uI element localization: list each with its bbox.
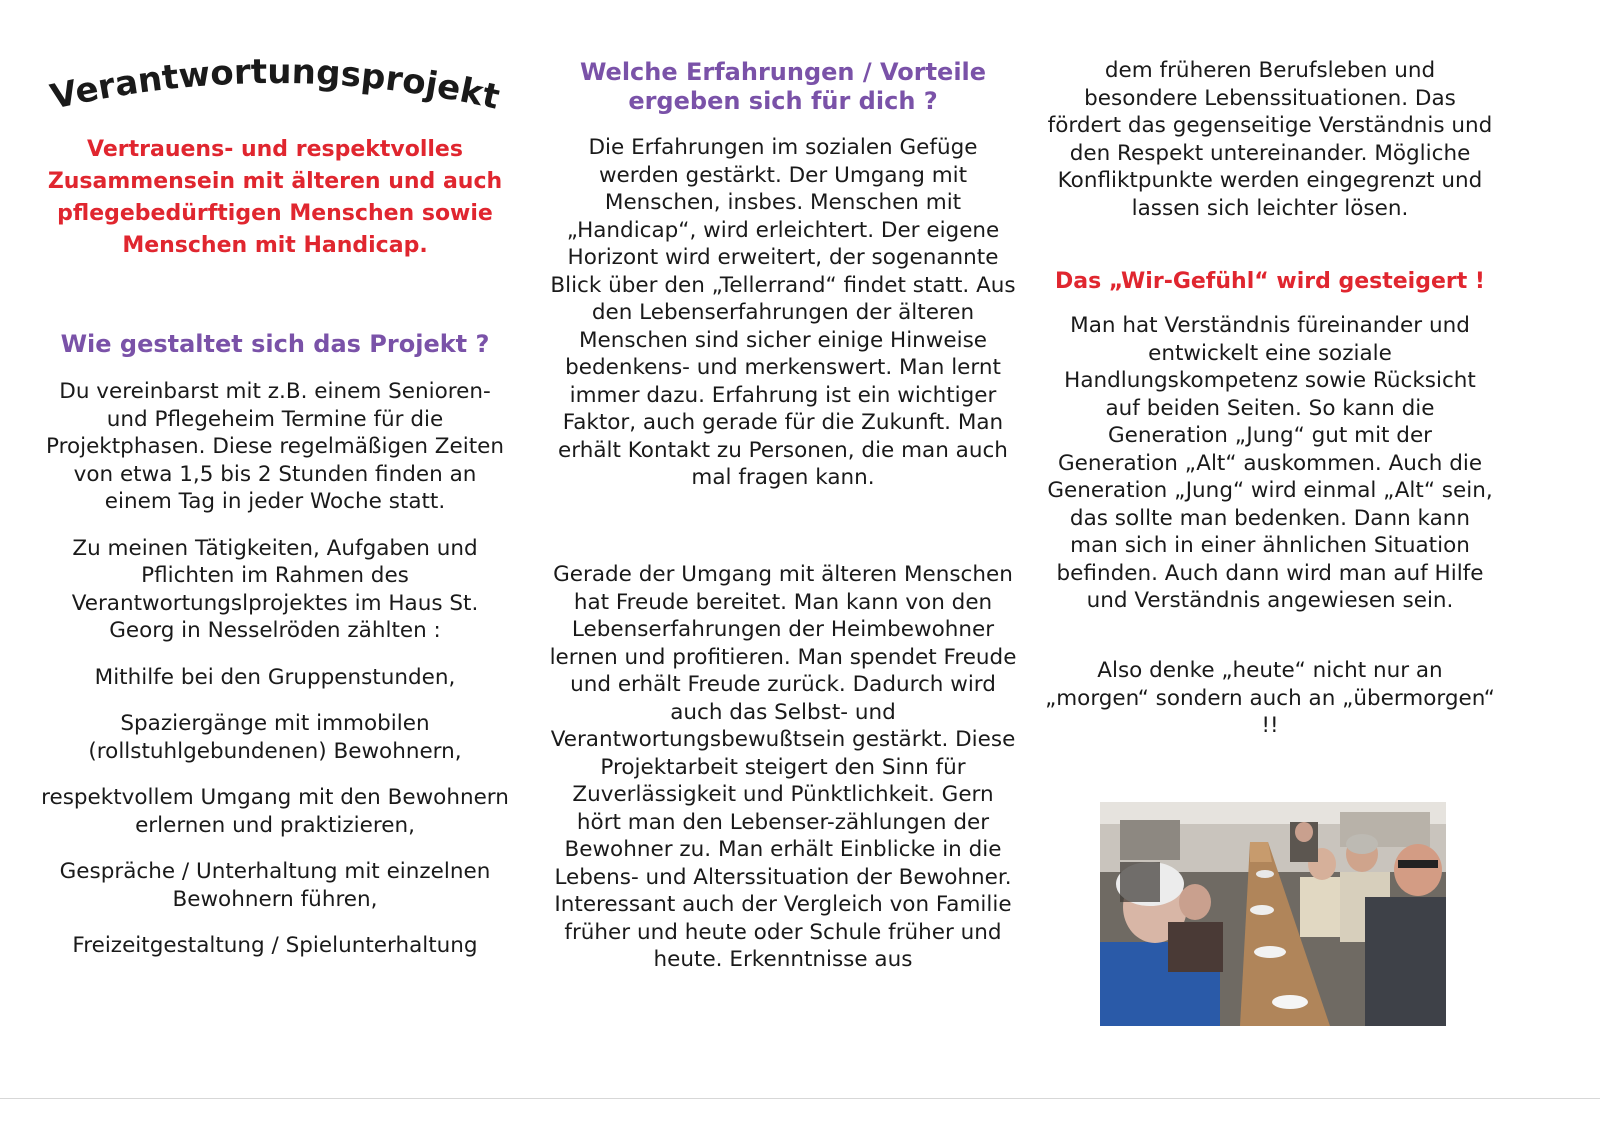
project-subtitle: Vertrauens- und respektvolles Zusammensein mit älteren und auch pflegebedürftigen Menschen sowie Menschen mit Handicap. [47,137,503,258]
project-description [40,378,510,979]
page-title: Verantwortungsprojekt [46,51,504,118]
activity-item: respektvollem Umgang mit den Bewohnern erlernen und praktizieren, [41,785,509,838]
paragraph: Gerade der Umgang mit älteren Menschen hat Freude bereitet. Man kann von den Lebenserfahrungen der Heimbewohner lernen und profitieren. Man spendet Freude und erhält Freude zurück. Dadurch wird auch das Selbst- und Verantwortungsbewußtsein gestärkt. Diese Projektarbeit steigert den Sinn für Zuverlässigkeit und Pünktlichkeit. Gern hört man den Lebenser-zählungen der Bewohner zu. Man erhält Einblicke in die Lebens- und Alterssituation der Bewohner. Interessant auch der Vergleich von Familie früher und heute oder Schule früher und heute. Erkenntnisse aus [549,562,1017,972]
bottom-divider [0,1098,1600,1099]
paragraph: Du vereinbarst mit z.B. einem Senioren- und Pflegeheim Termine für die Projektphasen. Diese regelmäßigen Zeiten von etwa 1,5 bis 2 Stunden finden an einem Tag in jeder Woche statt. [45,379,504,514]
activity-item: Spaziergänge mit immobilen (rollstuhlgebundenen) Bewohnern, [88,711,462,764]
activity-item: Gespräche / Unterhaltung mit einzelnen Bewohnern führen, [59,859,491,912]
activity-item: Freizeitgestaltung / Spielunterhaltung [72,933,478,958]
closing-statement: Also denke „heute“ nicht nur an „morgen“ sondern auch an „übermorgen“ !! [1045,658,1495,738]
paragraph: Man hat Verständnis füreinander und entwickelt eine soziale Handlungskompetenz sowie Rücksicht auf beiden Seiten. So kann die Generation „Jung“ gut mit der Generation „Alt“ auskommen. Auch die Generation „Jung“ wird einmal „Alt“ sein, das sollte man bedenken. Dann kann man sich in einer ähnlichen Situation befinden. Auch dann wird man auf Hilfe und Verständnis angewiesen sein. [1047,313,1493,613]
title-arch [40,40,510,120]
section-heading-wir-gefuehl: Das „Wir-Gefühl“ wird gesteigert ! [1055,269,1485,294]
section-heading-project: Wie gestaltet sich das Projekt ? [60,330,490,358]
activity-item: Mithilfe bei den Gruppenstunden, [94,664,456,690]
group-photo [1100,802,1446,1026]
paragraph: dem früheren Berufsleben und besondere Lebenssituationen. Das fördert das gegenseitige Verständnis und den Respekt untereinander. Mögliche Konfliktpunkte werden eingegrenzt und lassen sich leichter lösen. [1047,58,1493,221]
paragraph: Die Erfahrungen im sozialen Gefüge werden gestärkt. Der Umgang mit Menschen, insbes. Menschen mit „Handicap“, wird erleichtert. Der eigene Horizont wird erweitert, der sogenannte Blick über den „Tellerrand“ findet statt. Aus den Lebenserfahrungen der älteren Menschen sind sicher einige Hinweise bedenkens- und merkenswert. Man lernt immer dazu. Erfahrung ist ein wichtiger Faktor, auch gerade für die Zukunft. Man erhält Kontakt zu Personen, die man auch mal fragen kann. [550,135,1016,490]
paragraph: Zu meinen Tätigkeiten, Aufgaben und Pflichten im Rahmen des Verantwortungslprojektes im Haus St. Georg in Nesselröden zählten : [71,535,479,643]
section-heading-benefits: Welche Erfahrungen / Vorteile ergeben sich für dich ? [579,58,987,115]
